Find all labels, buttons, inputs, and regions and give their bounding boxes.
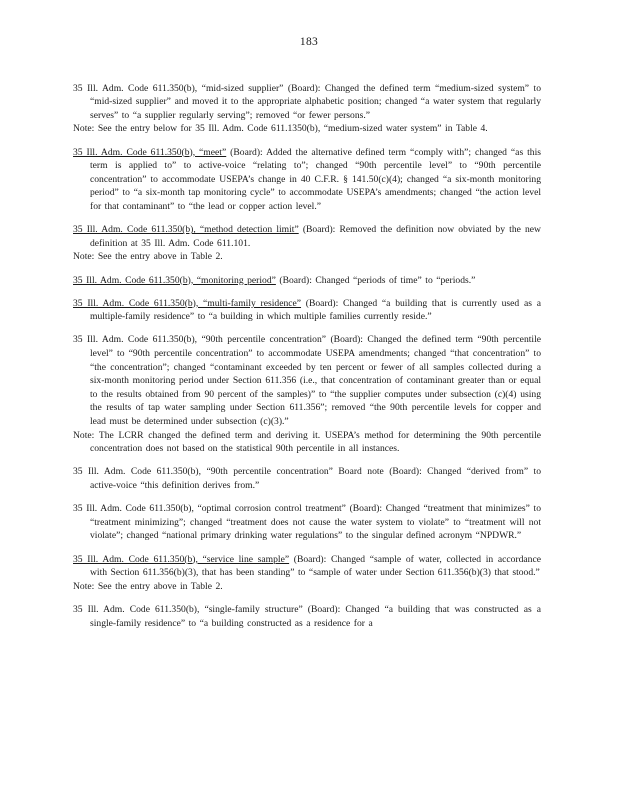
entry-citation: 35 Ill. Adm. Code 611.350(b), “service line sample” — [73, 553, 290, 565]
entry-text: (Board): Added the alternative defined term “comply with”; changed “as this term is applied to” to active-voice “relating to”; changed “90th percentile level” to “90th percentile concentration” to accommodate USEPA’s change in 40 C.F.R. § 141.50(c)(4); changed “a six-month monitoring period” to “a six-month tap monitoring cycle” to accommodate USEPA’s amendments; changed “the action level for that contaminant” to “the lead or copper action level.” — [90, 146, 542, 212]
entry-text: (Board): Changed the defined term “90th percentile level” to “90th percentile concentration” to accommodate USEPA amendments; changed “that concentration” to “the concentration”; changed “contaminant exceeded by ten percent or fewer of all samples collected during a six-month monitoring period under Section 611.356 (i.e., that concentration of contaminant greater than or equal to the results obtained from 90 percent of the samples)” to “the supplier computes under subsection (c)(4) using the results of tap water sampling under Section 611.356”; removed “the 90th percentile levels for copper and lead must be determined under subsection (c)(3).” — [90, 334, 541, 428]
list-item — [73, 333, 541, 455]
entry-citation: 35 Ill. Adm. Code 611.350(b), “monitoring period” — [73, 274, 276, 286]
entry-note: Note: See the entry above in Table 2. — [73, 580, 223, 592]
entry-text: Board note (Board): Changed “derived from” to active-voice “this definition derives from.” — [90, 466, 541, 491]
entry-citation: 35 Ill. Adm. Code 611.350(b), “single-family structure” — [73, 603, 303, 615]
list-item — [73, 465, 541, 492]
list-item — [73, 297, 541, 324]
entry-text: (Board): Removed the definition now obviated by the new definition at 35 Ill. Adm. Code 611.101. — [90, 224, 541, 249]
list-item — [73, 223, 541, 264]
list-item — [73, 146, 541, 214]
page-number: 183 — [299, 36, 319, 48]
list-item — [73, 82, 541, 136]
entry-text: (Board): Changed “treatment that minimizes” to “treatment minimizing”; changed “treatment does not cause the water system to violate” to “treatment will not violate”; changed “national primary drinking water regulations” to the singular defined acronym “NPDWR.” — [90, 503, 541, 542]
entry-text: (Board): Changed “a building that is currently used as a multiple-family residence” to “a building in which multiple families currently reside.” — [90, 297, 541, 323]
entry-note: Note: The LCRR changed the defined term and deriving it. USEPA’s method for determining the 90th percentile concentration does not based on the statistical 90th percentile in all instances. — [73, 429, 541, 455]
entry-text: (Board): Changed the defined term “medium-sized system” to “mid-sized supplier” and moved it to the appropriate alphabetic position; changed “a water system that regularly serves” to “a supplier regularly serving”; removed “or fewer persons.” — [90, 82, 542, 121]
entry-citation: 35 Ill. Adm. Code 611.350(b), “meet” — [73, 146, 227, 158]
list-item — [73, 603, 541, 630]
entry-citation: 35 Ill. Adm. Code 611.350(b), “method detection limit” — [73, 224, 299, 236]
entry-text: (Board): Changed “periods of time” to “periods.” — [275, 274, 476, 286]
entry-citation: 35 Ill. Adm. Code 611.350(b), “optimal corrosion control treatment” — [73, 503, 346, 515]
entry-citation: 35 Ill. Adm. Code 611.350(b), “90th percentile concentration” — [73, 466, 333, 478]
entry-citation: 35 Ill. Adm. Code 611.350(b), “multi-family residence” — [73, 297, 302, 309]
list-item — [73, 274, 541, 288]
entry-text: (Board): Changed “sample of water, collected in accordance with Section 611.356(b)(3), that has been standing” to “sample of water under Section 611.356(b)(3) that stood.” — [90, 553, 541, 579]
list-item — [73, 502, 541, 543]
entry-note: Note: See the entry above in Table 2. — [73, 251, 223, 263]
entry-note: Note: See the entry below for 35 Ill. Adm. Code 611.1350(b), “medium-sized water system” in Table 4. — [73, 123, 488, 135]
entries-list — [73, 72, 541, 638]
list-item — [73, 553, 541, 594]
entry-text: (Board): Changed “a building that was constructed as a single-family residence” to “a building constructed as a residence for a — [90, 603, 541, 629]
entry-citation: 35 Ill. Adm. Code 611.350(b), “90th percentile concentration” — [73, 334, 327, 346]
entry-citation: 35 Ill. Adm. Code 611.350(b), “mid-sized supplier” — [73, 82, 284, 94]
